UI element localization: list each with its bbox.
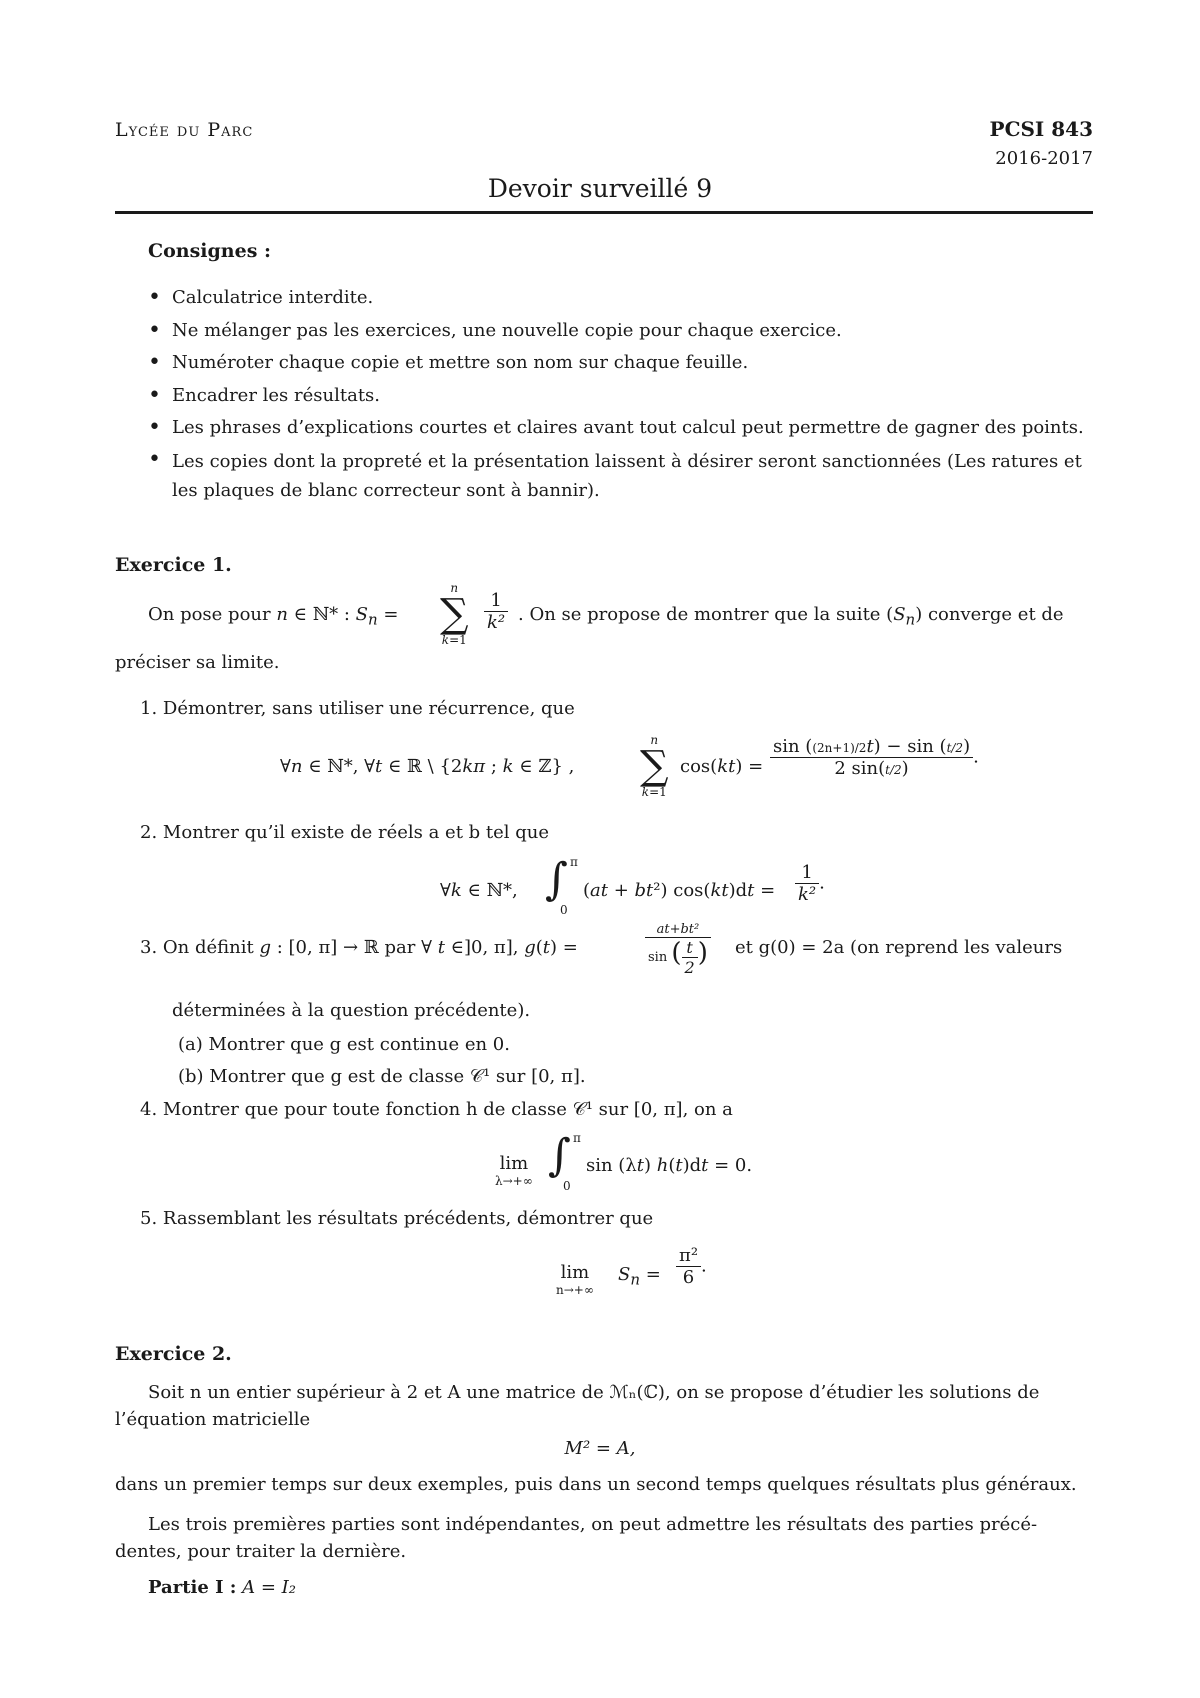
q1-fraction: $\frac{\sin ((2n+1)/2t) - \sin (t/2)}{2 \sin(t/2)}$ . <box>770 736 979 779</box>
q2-integral: ∫ <box>545 854 568 905</box>
exercise-1-intro: On pose pour n ∈ ℕ* : $S_n$ = <box>148 604 399 629</box>
q3-fraction: at+bt² sin ( $\frac{t}{2}$ ) <box>645 922 711 977</box>
q3-text-c: et g(0) = 2a (on reprend les valeurs <box>735 937 1063 958</box>
q4-integral-lower: 0 <box>563 1179 571 1193</box>
consigne-item: • Ne mélanger pas les exercices, une nouvelle copie pour chaque exercice. <box>148 315 1093 348</box>
sum-fraction: $\frac{1}{\text{k²}}$ <box>484 590 508 633</box>
q1-formula-right: cos(kt) = <box>680 756 764 777</box>
consignes-title: Consignes : <box>148 240 272 262</box>
sum-symbol: n ∑ k=1 <box>440 581 469 647</box>
q1-sum-symbol: n ∑ k=1 <box>640 733 669 799</box>
question-5: 5. Rassemblant les résultats précédents, démontrer que <box>140 1208 654 1229</box>
consigne-item: • Encadrer les résultats. <box>148 380 1093 413</box>
consigne-item: • Les copies dont la propreté et la présentation laissent à désirer seront sanctionnées (Les ratures et les plaques de blanc correcteur sont à bannir). <box>148 445 1093 505</box>
exercise-2-p1b: l’équation matricielle <box>115 1409 311 1430</box>
exercise-2-p3b: dentes, pour traiter la dernière. <box>115 1541 407 1562</box>
q5-formula: $S_n$ = <box>618 1264 661 1289</box>
q2-fraction: $\frac{1}{\text{k²}}$ . <box>795 862 825 905</box>
consigne-item: • Calculatrice interdite. <box>148 282 1093 315</box>
exercise-2-title: Exercice 2. <box>115 1343 232 1365</box>
exercise-2-p1a: Soit n un entier supérieur à 2 et A une matrice de ℳₙ(ℂ), on se propose d’étudier les solutions de <box>148 1382 1040 1403</box>
title-rule <box>115 211 1093 214</box>
course-code: PCSI 843 <box>989 117 1093 141</box>
question-3b: (b) Montrer que g est de classe 𝒞¹ sur [0, π]. <box>178 1066 586 1087</box>
question-3a: (a) Montrer que g est continue en 0. <box>178 1034 510 1055</box>
exercise-1-title: Exercice 1. <box>115 554 232 576</box>
q2-integral-upper: π <box>570 855 578 869</box>
exercise-2-p3a: Les trois premières parties sont indépendantes, on peut admettre les résultats des parties précé- <box>148 1514 1038 1535</box>
q3-text-d: déterminées à la question précédente). <box>172 1000 531 1021</box>
page-title: Devoir surveillé 9 <box>487 174 713 203</box>
q4-integral: ∫ <box>548 1130 571 1181</box>
q4-integral-upper: π <box>573 1131 581 1145</box>
question-3: 3. On définit g : [0, π] → ℝ par ∀ t ∈]0, π], g(t) = <box>140 937 578 958</box>
q5-lim: lim n→+∞ <box>556 1262 594 1297</box>
part-1-heading: Partie I : A = I₂ <box>148 1577 296 1598</box>
question-2: 2. Montrer qu’il existe de réels a et b tel que <box>140 822 550 843</box>
q4-lim: lim λ→+∞ <box>495 1153 533 1188</box>
consigne-item: • Numéroter chaque copie et mettre son nom sur chaque feuille. <box>148 347 1093 380</box>
question-1: 1. Démontrer, sans utiliser une récurrence, que <box>140 698 575 719</box>
matrix-equation: M² = A, <box>564 1438 636 1459</box>
consigne-item: • Les phrases d’explications courtes et claires avant tout calcul peut permettre de gagner des points. <box>148 412 1093 445</box>
exercise-2-p2: dans un premier temps sur deux exemples, puis dans un second temps quelques résultats plus généraux. <box>115 1474 1077 1495</box>
q2-formula-right: (at + bt²) cos(kt)dt = <box>583 880 776 901</box>
q1-formula-left: ∀n ∈ ℕ*, ∀t ∈ ℝ \ {2kπ ; k ∈ ℤ} , <box>280 756 575 777</box>
exercise-1-intro-d: préciser sa limite. <box>115 652 280 673</box>
exercise-1-intro-b: . On se propose de montrer que la suite $(S_n)$ converge et de <box>518 604 1064 629</box>
q5-fraction: $\frac{\text{π²}}{6}$ . <box>676 1245 707 1288</box>
question-4: 4. Montrer que pour toute fonction h de classe 𝒞¹ sur [0, π], on a <box>140 1099 733 1120</box>
school-name: Lycée du Parc <box>115 119 254 141</box>
q2-formula-left: ∀k ∈ ℕ*, <box>440 880 518 901</box>
q4-formula: sin (λt) h(t)dt = 0. <box>586 1155 753 1176</box>
q2-integral-lower: 0 <box>560 903 568 917</box>
school-year: 2016-2017 <box>995 148 1093 169</box>
consignes-list <box>148 282 1093 505</box>
